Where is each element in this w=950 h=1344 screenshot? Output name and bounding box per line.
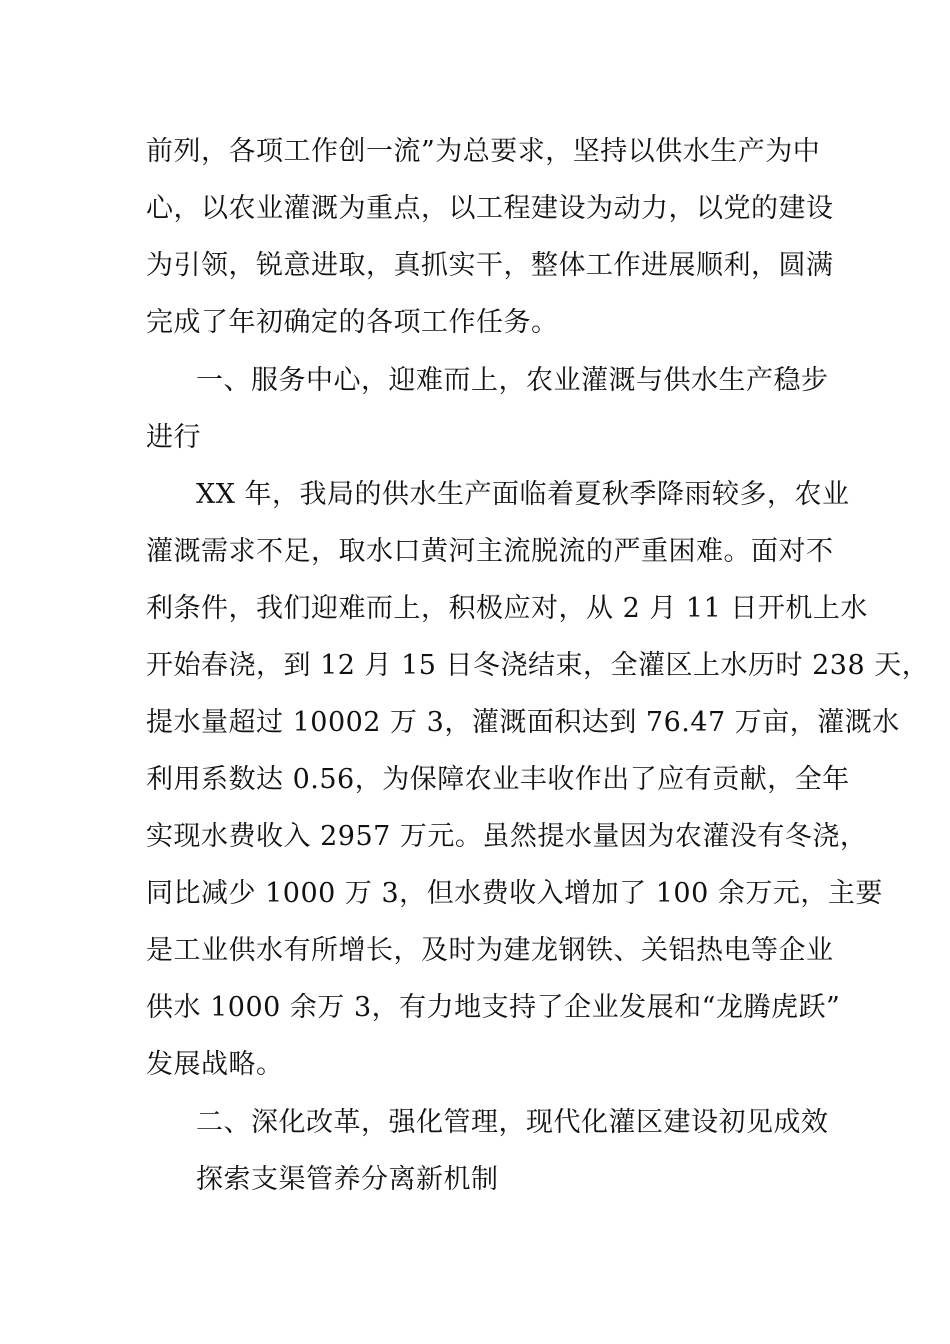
text-line: 开始春浇，到 12 月 15 日冬浇结束，全灌区上水历时 238 天， (146, 650, 930, 681)
text-line: 为引领，锐意进取，真抓实干，整体工作进展顺利，圆满 (146, 250, 834, 281)
text-line: 完成了年初确定的各项工作任务。 (146, 307, 559, 338)
section-heading-line: 一、服务中心，迎难而上，农业灌溉与供水生产稳步 (196, 365, 829, 396)
text-line: 实现水费收入 2957 万元。虽然提水量因为农灌没有冬浇， (146, 821, 868, 852)
text-line: 提水量超过 10002 万 3，灌溉面积达到 76.47 万亩，灌溉水 (146, 707, 900, 738)
section-heading-line: 二、深化改革，强化管理，现代化灌区建设初见成效 (196, 1107, 829, 1138)
text-line: 利用系数达 0.56，为保障农业丰收作出了应有贡献，全年 (146, 764, 850, 795)
subheading-line: 探索支渠管养分离新机制 (196, 1164, 499, 1195)
text-line: 是工业供水有所增长，及时为建龙钢铁、关铝热电等企业 (146, 935, 834, 966)
section-heading-line: 进行 (146, 422, 201, 453)
text-line: 供水 1000 余万 3，有力地支持了企业发展和“龙腾虎跃” (146, 992, 841, 1023)
text-line: 同比减少 1000 万 3，但水费收入增加了 100 余万元，主要 (146, 878, 883, 909)
text-line: XX 年，我局的供水生产面临着夏秋季降雨较多，农业 (196, 479, 850, 510)
text-line: 发展战略。 (146, 1049, 284, 1080)
text-line: 前列，各项工作创一流”为总要求，坚持以供水生产为中 (146, 136, 821, 167)
text-line: 心，以农业灌溉为重点，以工程建设为动力，以党的建设 (146, 193, 834, 224)
text-line: 利条件，我们迎难而上，积极应对，从 2 月 11 日开机上水 (146, 593, 868, 624)
text-line: 灌溉需求不足，取水口黄河主流脱流的严重困难。面对不 (146, 536, 834, 567)
